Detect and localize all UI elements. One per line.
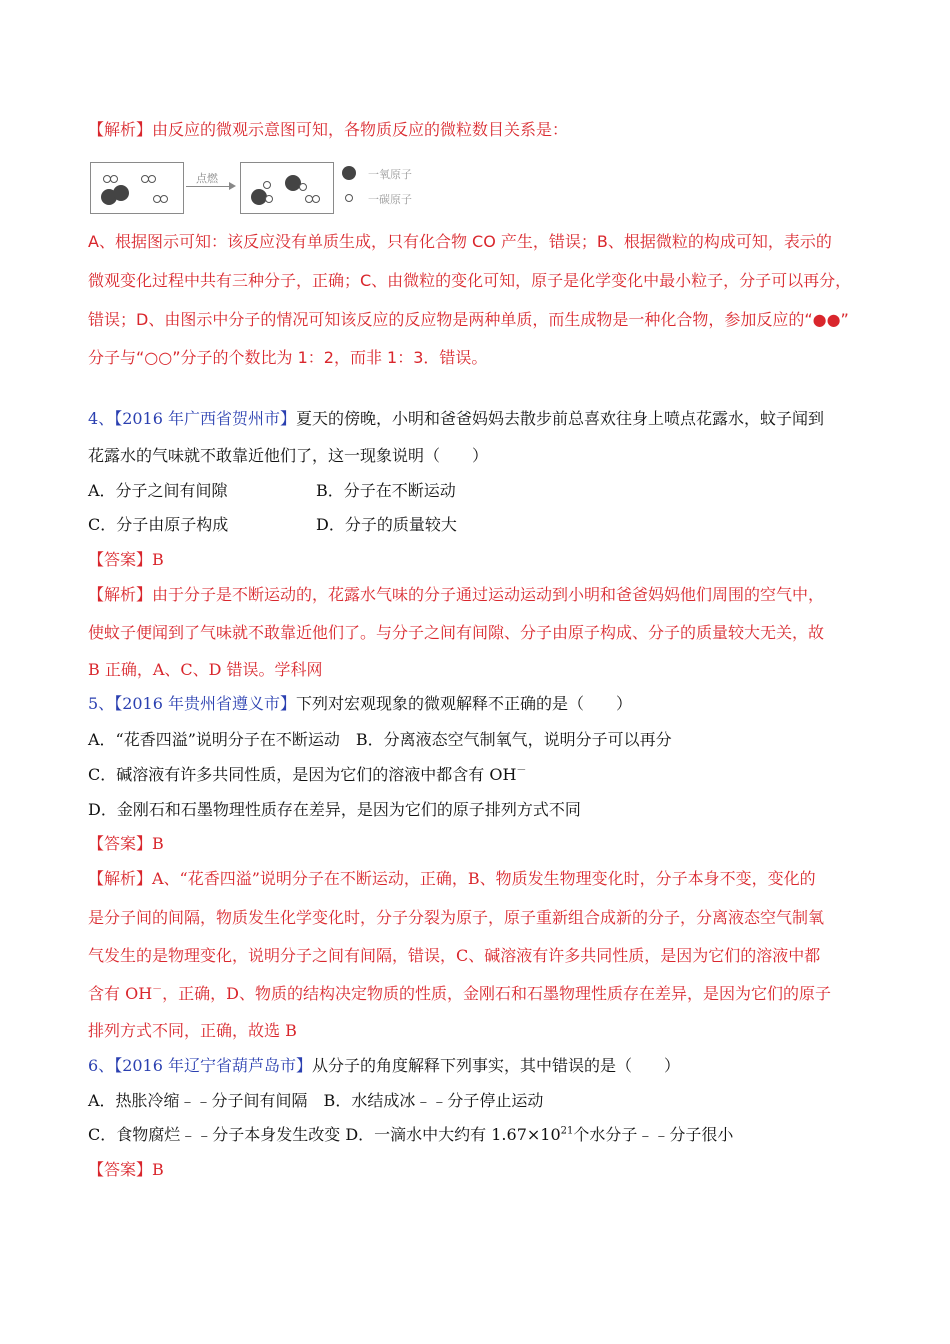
oxygen-atom-icon: [110, 175, 118, 183]
q3-analysis-line-3: 错误；D、由图示中分子的情况可知该反应的反应物是两种单质，而生成物是一种化合物，参加反应的“●●”: [88, 310, 849, 329]
oxygen-atom-icon: [263, 181, 271, 189]
q5-answer-label: 【答案】: [88, 834, 153, 853]
reaction-diagram: [88, 158, 448, 220]
q4-analysis-line-1: [88, 585, 824, 605]
q4-analysis-text-1: 由于分子是不断运动的，花露水气味的分子通过运动运动到小明和爸爸妈妈他们周围的空气中，: [152, 585, 825, 604]
q4-analysis-line-2: 使蚊子便闻到了气味就不敢靠近他们了。与分子之间有间隙、分子由原子构成、分子的质量较大无关，故: [88, 623, 825, 642]
q6-options-cd-text-a: C．食物腐烂﹣﹣分子本身发生改变 D．一滴水中大约有 1.67×10: [88, 1125, 561, 1144]
q4-answer-label: 【答案】: [88, 550, 153, 569]
q5-analysis-line-1: 【解析】A、“花香四溢”说明分子在不断运动，正确，B、物质发生物理变化时，分子本身不变，变化的: [88, 869, 816, 888]
q4-stem-line-1: [88, 409, 824, 429]
arrow-label: 点燃: [196, 172, 218, 185]
oxygen-atom-icon: [312, 195, 320, 203]
q5-number: 5、: [88, 694, 115, 713]
q5-options-ab: A．“花香四溢”说明分子在不断运动 B．分离液态空气制氧气，说明分子可以再分: [88, 730, 672, 749]
carbon-atom-icon: [113, 185, 129, 201]
q4-analysis-line-3: B 正确，A、C、D 错误。学科网: [88, 660, 323, 679]
q4-number: 4、: [88, 409, 115, 428]
legend-carbon-label: 一碳原子: [368, 193, 412, 206]
q3-analysis-line-4: 分子与“○○”分子的个数比为 1：2，而非 1：3．错误。: [88, 348, 488, 367]
reaction-arrow-line: [186, 186, 230, 187]
q5-stem-text: 下列对宏观现象的微观解释不正确的是（ ）: [296, 694, 633, 713]
q4-options-row-2: [88, 515, 457, 535]
q5-analysis-line-4: [88, 984, 831, 1004]
q4-stem-1: 夏天的傍晚，小明和爸爸妈妈去散步前总喜欢往身上喷点花露水，蚊子闻到: [296, 409, 825, 428]
legend-oxygen-label: 一氧原子: [368, 168, 412, 181]
q5-analysis-line-2: 是分子间的间隔，物质发生化学变化时，分子分裂为原子，原子重新组合成新的分子，分离液态空气制氧: [88, 908, 825, 927]
q6-stem: [88, 1056, 680, 1076]
q4-stem-line-2: 花露水的气味就不敢靠近他们了，这一现象说明（ ）: [88, 446, 489, 465]
q6-answer: [88, 1160, 164, 1180]
q4-option-d: D．分子的质量较大: [316, 515, 457, 534]
q5-analysis-text-4b: ，正确，D、物质的结构决定物质的性质，金刚石和石墨物理性质存在差异，是因为它们的原子: [162, 984, 832, 1003]
q6-options-ab: A．热胀冷缩﹣﹣分子间有间隔 B．水结成冰﹣﹣分子停止运动: [88, 1091, 544, 1110]
q5-answer: [88, 834, 164, 854]
q4-option-b: B．分子在不断运动: [316, 481, 456, 500]
q4-answer-value: B: [152, 550, 164, 569]
q5-analysis-line-3: 气发生的是物理变化，说明分子之间有间隔，错误，C、碱溶液有许多共同性质，是因为它们的溶液中都: [88, 946, 821, 965]
q5-source: 【2016 年贵州省遵义市】: [114, 694, 296, 713]
q5-analysis-superscript: －: [152, 984, 163, 996]
q3-analysis-intro: 【解析】由反应的微观示意图可知，各物质反应的微粒数目关系是：: [88, 120, 569, 139]
q6-options-cd: [88, 1125, 733, 1145]
q5-option-d: D．金刚石和石墨物理性质存在差异，是因为它们的原子排列方式不同: [88, 800, 581, 819]
arrow-head-icon: [229, 182, 236, 190]
q6-exponent: 21: [560, 1125, 574, 1137]
q5-answer-value: B: [152, 834, 164, 853]
legend-oxygen-atom-icon: [345, 194, 353, 202]
q5-stem: [88, 694, 632, 714]
q4-source: 【2016 年广西省贺州市】: [114, 409, 296, 428]
reactants-box: [90, 162, 184, 214]
q3-analysis-line-2: 微观变化过程中共有三种分子，正确；C、由微粒的变化可知，原子是化学变化中最小粒子，分子可以再分，: [88, 271, 852, 290]
oxygen-atom-icon: [148, 175, 156, 183]
q5-option-c-text: C．碱溶液有许多共同性质，是因为它们的溶液中都含有 OH: [88, 765, 517, 784]
q6-options-cd-text-b: 个水分子﹣﹣分子很小: [573, 1125, 734, 1144]
q5-analysis-line-5: 排列方式不同，正确，故选 B: [88, 1021, 297, 1040]
q5-analysis-text-4a: 含有 OH: [88, 984, 153, 1003]
q5-option-c-superscript: －: [516, 765, 527, 777]
q6-number: 6、: [88, 1056, 115, 1075]
q4-option-c: C．分子由原子构成: [88, 515, 229, 534]
q4-option-a: A．分子之间有间隙: [88, 481, 228, 500]
q6-stem-text: 从分子的角度解释下列事实，其中错误的是（ ）: [312, 1056, 681, 1075]
q6-answer-label: 【答案】: [88, 1160, 153, 1179]
products-box: [240, 162, 334, 214]
q6-source: 【2016 年辽宁省葫芦岛市】: [114, 1056, 312, 1075]
oxygen-atom-icon: [160, 195, 168, 203]
q3-analysis-line-1: A、根据图示可知：该反应没有单质生成，只有化合物 CO 产生，错误；B、根据微粒的构成可知，表示的: [88, 232, 832, 251]
q4-answer: [88, 550, 164, 570]
q5-option-c: [88, 765, 526, 785]
oxygen-atom-icon: [265, 195, 273, 203]
legend-carbon-atom-icon: [342, 166, 356, 180]
q6-answer-value: B: [152, 1160, 164, 1179]
q4-options-row-1: [88, 481, 456, 501]
oxygen-atom-icon: [299, 183, 307, 191]
q4-analysis-label: 【解析】: [88, 585, 153, 604]
